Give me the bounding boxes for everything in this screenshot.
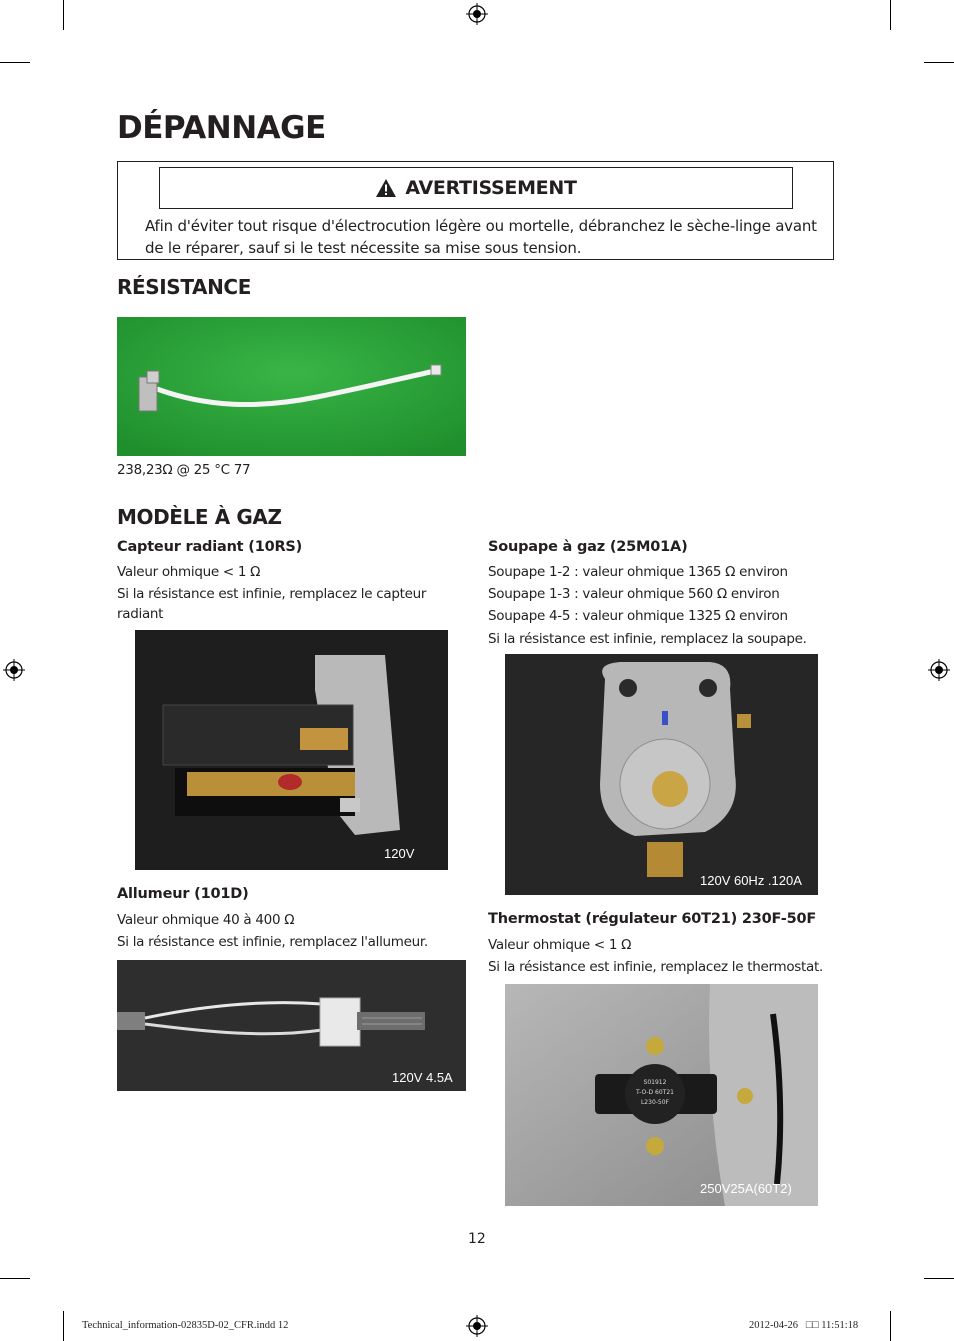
igniter-text (117, 909, 462, 953)
text-line: Si la résistance est infinie, remplacez le thermostat. (488, 959, 823, 975)
gas-model-heading: MODÈLE À GAZ (117, 505, 282, 529)
gas-valve-title: Soupape à gaz (25M01A) (488, 539, 688, 555)
resistance-photo (117, 317, 466, 456)
radiant-sensor-photo (135, 630, 448, 870)
crop-mark (63, 0, 64, 30)
svg-text:S01912: S01912 (643, 1079, 667, 1086)
warning-line: de le réparer, sauf si le test nécessite sa mise sous tension. (145, 239, 582, 257)
text-line: Valeur ohmique 40 à 400 Ω (117, 912, 295, 928)
text-line: Valeur ohmique < 1 Ω (488, 937, 632, 953)
crop-mark (63, 1311, 64, 1341)
text-line: Soupape 4-5 : valeur ohmique 1325 Ω environ (488, 608, 788, 624)
igniter-title: Allumeur (101D) (117, 886, 249, 902)
registration-mark-icon (466, 3, 488, 25)
page-number: 12 (468, 1231, 486, 1247)
gas-valve-image (505, 654, 818, 895)
warning-triangle-icon (375, 178, 397, 198)
text-line: Si la résistance est infinie, remplacez la soupape. (488, 631, 807, 647)
resistance-wire-image (117, 317, 466, 456)
warning-title-box (159, 167, 793, 209)
footer-timestamp (749, 1320, 858, 1331)
warning-line: Afin d'éviter tout risque d'électrocution légère ou mortelle, débranchez le sèche-linge avant (145, 217, 817, 235)
registration-mark-icon (3, 659, 25, 681)
resistance-caption: 238,23Ω @ 25 °C 77 (117, 462, 251, 478)
warning-text (145, 215, 820, 259)
igniter-photo-label: 120V 4.5A (392, 1070, 453, 1085)
footer-time-prefix: □□ (805, 1320, 819, 1331)
thermostat-image (505, 984, 818, 1206)
thermostat-text (488, 934, 833, 978)
text-line: Si la résistance est infinie, remplacez l'allumeur. (117, 934, 428, 950)
svg-text:T-O-D 60T21: T-O-D 60T21 (636, 1089, 674, 1096)
igniter-photo (117, 960, 466, 1091)
text-line: Si la résistance est infinie, remplacez le capteur (117, 586, 427, 602)
crop-mark (890, 0, 891, 30)
registration-mark-icon (928, 659, 950, 681)
thermostat-photo (505, 984, 818, 1206)
crop-mark (924, 1278, 954, 1279)
radiant-sensor-text (117, 561, 447, 625)
gas-valve-text (488, 561, 828, 650)
footer-time: 11:51:18 (821, 1320, 859, 1331)
crop-mark (0, 62, 30, 63)
footer-date: 2012-04-26 (749, 1320, 798, 1331)
gas-valve-photo-label: 120V 60Hz .120A (700, 873, 802, 888)
resistance-heading: RÉSISTANCE (117, 275, 251, 299)
gas-valve-photo (505, 654, 818, 895)
thermostat-title: Thermostat (régulateur 60T21) 230F-50F (488, 911, 817, 927)
text-line: radiant (117, 606, 164, 622)
registration-mark-icon (466, 1315, 488, 1337)
footer-file: Technical_information-02835D-02_CFR.indd 12 (82, 1320, 289, 1331)
crop-mark (890, 1311, 891, 1341)
page-title: DÉPANNAGE (117, 110, 326, 146)
radiant-sensor-title: Capteur radiant (10RS) (117, 539, 303, 555)
crop-mark (0, 1278, 30, 1279)
text-line: Valeur ohmique < 1 Ω (117, 564, 261, 580)
thermostat-photo-label: 250V25A(60T2) (700, 1181, 792, 1196)
warning-title: AVERTISSEMENT (405, 177, 577, 199)
text-line: Soupape 1-3 : valeur ohmique 560 Ω environ (488, 586, 780, 602)
text-line: Soupape 1-2 : valeur ohmique 1365 Ω environ (488, 564, 788, 580)
radiant-sensor-image (135, 630, 448, 870)
crop-mark (924, 62, 954, 63)
radiant-sensor-photo-label: 120V (384, 846, 415, 861)
svg-text:L230-50F: L230-50F (640, 1099, 670, 1106)
